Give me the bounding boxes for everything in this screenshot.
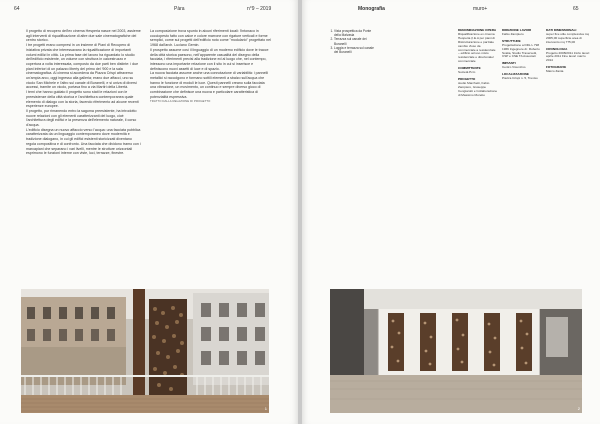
paragraph: I temi che hanno guidato il progetto sono stati le relazioni con le preesistenze della città storica e l'architettura contemporanea quale elemento di dialogo con la storia, facendo riferimento ad alcune recenti esperienze europee. bbox=[26, 90, 139, 109]
photo-number: 2 bbox=[577, 406, 580, 411]
facts-column-2 bbox=[502, 29, 542, 84]
paragraph: Il prospetto assume così il linguaggio di un moderno edificio dove le tracce della città storica paesono, nell'apparente casualità del disegno della facciata, i riferimenti precisi alla tradizione ed al luogo che, nel contempo, intessono una importante relazione con il sito in cui si inserisce e definiscono nuovi assetti di luce e di spazio. bbox=[150, 47, 269, 71]
photo-terrace bbox=[21, 289, 269, 413]
issue-label: n°9 – 2019 bbox=[247, 6, 272, 12]
fact-value: Progettazione a DDL L 798 1966 Ingegnere dr. Roberto Scalia, Studio Traversetti, CSP e CSE TA Associati bbox=[502, 42, 540, 59]
loggia-photo-illustration bbox=[330, 289, 582, 413]
fact-value: studio Marchetti, Fabio Zampiero, Giuseppe Cengiarotti e Collaborazione di Massimo Moretto bbox=[458, 80, 498, 97]
facts-column-3 bbox=[546, 29, 590, 77]
left-page-number: 64 bbox=[14, 6, 20, 12]
fact-item bbox=[502, 40, 542, 60]
fact-item bbox=[546, 66, 590, 74]
fact-label: STRUTTURE bbox=[502, 38, 521, 43]
right-page-number: 65 bbox=[573, 6, 579, 12]
fact-item bbox=[502, 62, 542, 70]
fact-item bbox=[458, 29, 498, 64]
paragraph: La nuova facciata assume anche una connotazione di variabilità: i pannelli metallici si raccolgono e formano sottili elementi a sbalzo sull'acqua che hanno le funzione di moduli le luce. Questi pannelli creano sulla facciata una vibrazione, un movimento, un continuo e sempre diverso gioco di combinazione che definisce una nuova e particolare caratteristica di potenzialità espressiva. bbox=[150, 71, 269, 99]
photo-number: 1 bbox=[264, 406, 267, 411]
section-tag: muro+ bbox=[473, 6, 488, 12]
text-column-2 bbox=[150, 29, 271, 103]
fact-item bbox=[458, 78, 498, 98]
fact-value: Centro Vicenzino bbox=[502, 65, 526, 70]
fact-label: CRONOLOGIA bbox=[546, 46, 568, 51]
fact-label: FOTOGRAFIE bbox=[546, 65, 567, 70]
photo-loggia bbox=[330, 289, 582, 413]
fact-item bbox=[502, 73, 542, 81]
publication-name: Pàra bbox=[174, 6, 185, 12]
fact-value: super fice utile complessiva mq 2005,00 superficie area di intervento mq 775,00 bbox=[546, 31, 589, 44]
fact-label: PROGETTO bbox=[458, 76, 476, 81]
fact-value: Riqualificazione ex cinema Hesperia (I.E.A per piani di Ristrutturazione e parziale cambio d'uso da commerciale a residenziale – edificio ad uso misto residenziale e direzionale/ commerciale bbox=[458, 31, 496, 64]
fact-item bbox=[458, 67, 498, 75]
fact-item bbox=[546, 29, 590, 45]
facts-column-1 bbox=[458, 29, 498, 101]
fact-label: DENOMINAZIONE OPERA bbox=[458, 28, 497, 32]
fact-label: COMMITTENTE bbox=[458, 66, 481, 71]
terrace-photo-illustration bbox=[21, 289, 269, 413]
fact-value: Società Pcm bbox=[458, 70, 476, 75]
source-note: TRATTO DALLA RELAZIONE DI PROGETTO bbox=[150, 98, 211, 103]
fact-label: IMPIANTI bbox=[502, 61, 516, 66]
fact-label: LOCALIZZAZIONE bbox=[502, 72, 529, 77]
fact-label: DIREZIONE LAVORI bbox=[502, 28, 532, 32]
paragraph: Il progetto, pur rimanendo entro la sagoma preesistente, ha introdotto nuove relazioni con gli elementi caratterizzanti del luogo, cioè l'architettura degli edifici e la presenza dell'elemento naturale, il corso d'acqua. bbox=[26, 108, 137, 128]
section-title: Monografia bbox=[358, 6, 385, 12]
text-column-1 bbox=[26, 29, 142, 156]
caption-item: 1. Vista prospettica da Ponte della Malvasia bbox=[334, 29, 374, 37]
caption-item: 3. Loggia e terrazza sul canale dei Buranelli bbox=[334, 46, 374, 54]
left-page bbox=[0, 0, 298, 424]
fact-value: Marco Zanta bbox=[546, 69, 564, 74]
right-page bbox=[302, 0, 600, 424]
fact-value: Piazza Crispi n. 5, Treviso bbox=[502, 76, 538, 81]
paragraph: Il progetto di recupero dell'ex cinema Hesperia nasce nel 2003, assieme agli interventi di riqualificazione di altre due sale cinematografiche del centro storico. bbox=[26, 29, 141, 43]
fact-item bbox=[546, 48, 590, 64]
fact-value: Fabio Zampiero bbox=[502, 31, 524, 36]
fact-item bbox=[502, 29, 542, 37]
photo-captions bbox=[328, 29, 374, 54]
caption-item: 2. Terrazza sul canale dei Buranelli bbox=[334, 37, 374, 45]
paragraph: I tre progetti erano compresi in un insieme di Piani di Recupero di iniziativa privata che interessavano la riqualificazione di importanti volumi edilizi in città. La prima fase del lavoro ha riguardato lo studio dell'edificio esistente, un volume con struttura in calcestruzzo e copertura a volta interessata, composto da due parti ben distinte: i due piani inferiori di un palazzo liberty del primo del '900 e la sala cinematografica. Al cinema si accedeva da Piazza Crispi attraverso un'ampia arco, oggi ingresso alla galleria; erano due affacci, uno su vicolo San Michele e l'altro sul canale di Buranelli, e si univa di diversi accessi, tramite un vicolo, portava fino a via Martiri della Libertà. bbox=[26, 43, 139, 90]
paragraph: L'edificio disegna un nuovo affaccio verso l'acqua: una facciata pubblica caratterizzata da un linguaggio contemporaneo dove modernità e tradizione dialogano, in cui gli edifici esistenti storicizzati diventano regola compositiva e di confronto. Una facciata che dividono tramo con i marcapiani che separano i vari livelli, mentre le strutture orizzontali esprimono le funzioni interne con viste, luci, terrazze, finestre. bbox=[26, 127, 141, 156]
paragraph: La composizione trova spunto in alcuni riferimenti locali: l'intonaco in cocciopesto fatto con calce e colore marrone con rigature verticali e forme semplici, come sui progetti dell'edificio noto come "modulario" progettato nel 1968 dall'arch. Luciano Gemin. bbox=[150, 29, 271, 48]
fact-label: DATI DIMENSIONALI bbox=[546, 28, 577, 32]
fact-value: Progetto 2008/2011 Inizio lavori aprile 2011 Fine lavori marzo 2014 bbox=[546, 50, 590, 63]
